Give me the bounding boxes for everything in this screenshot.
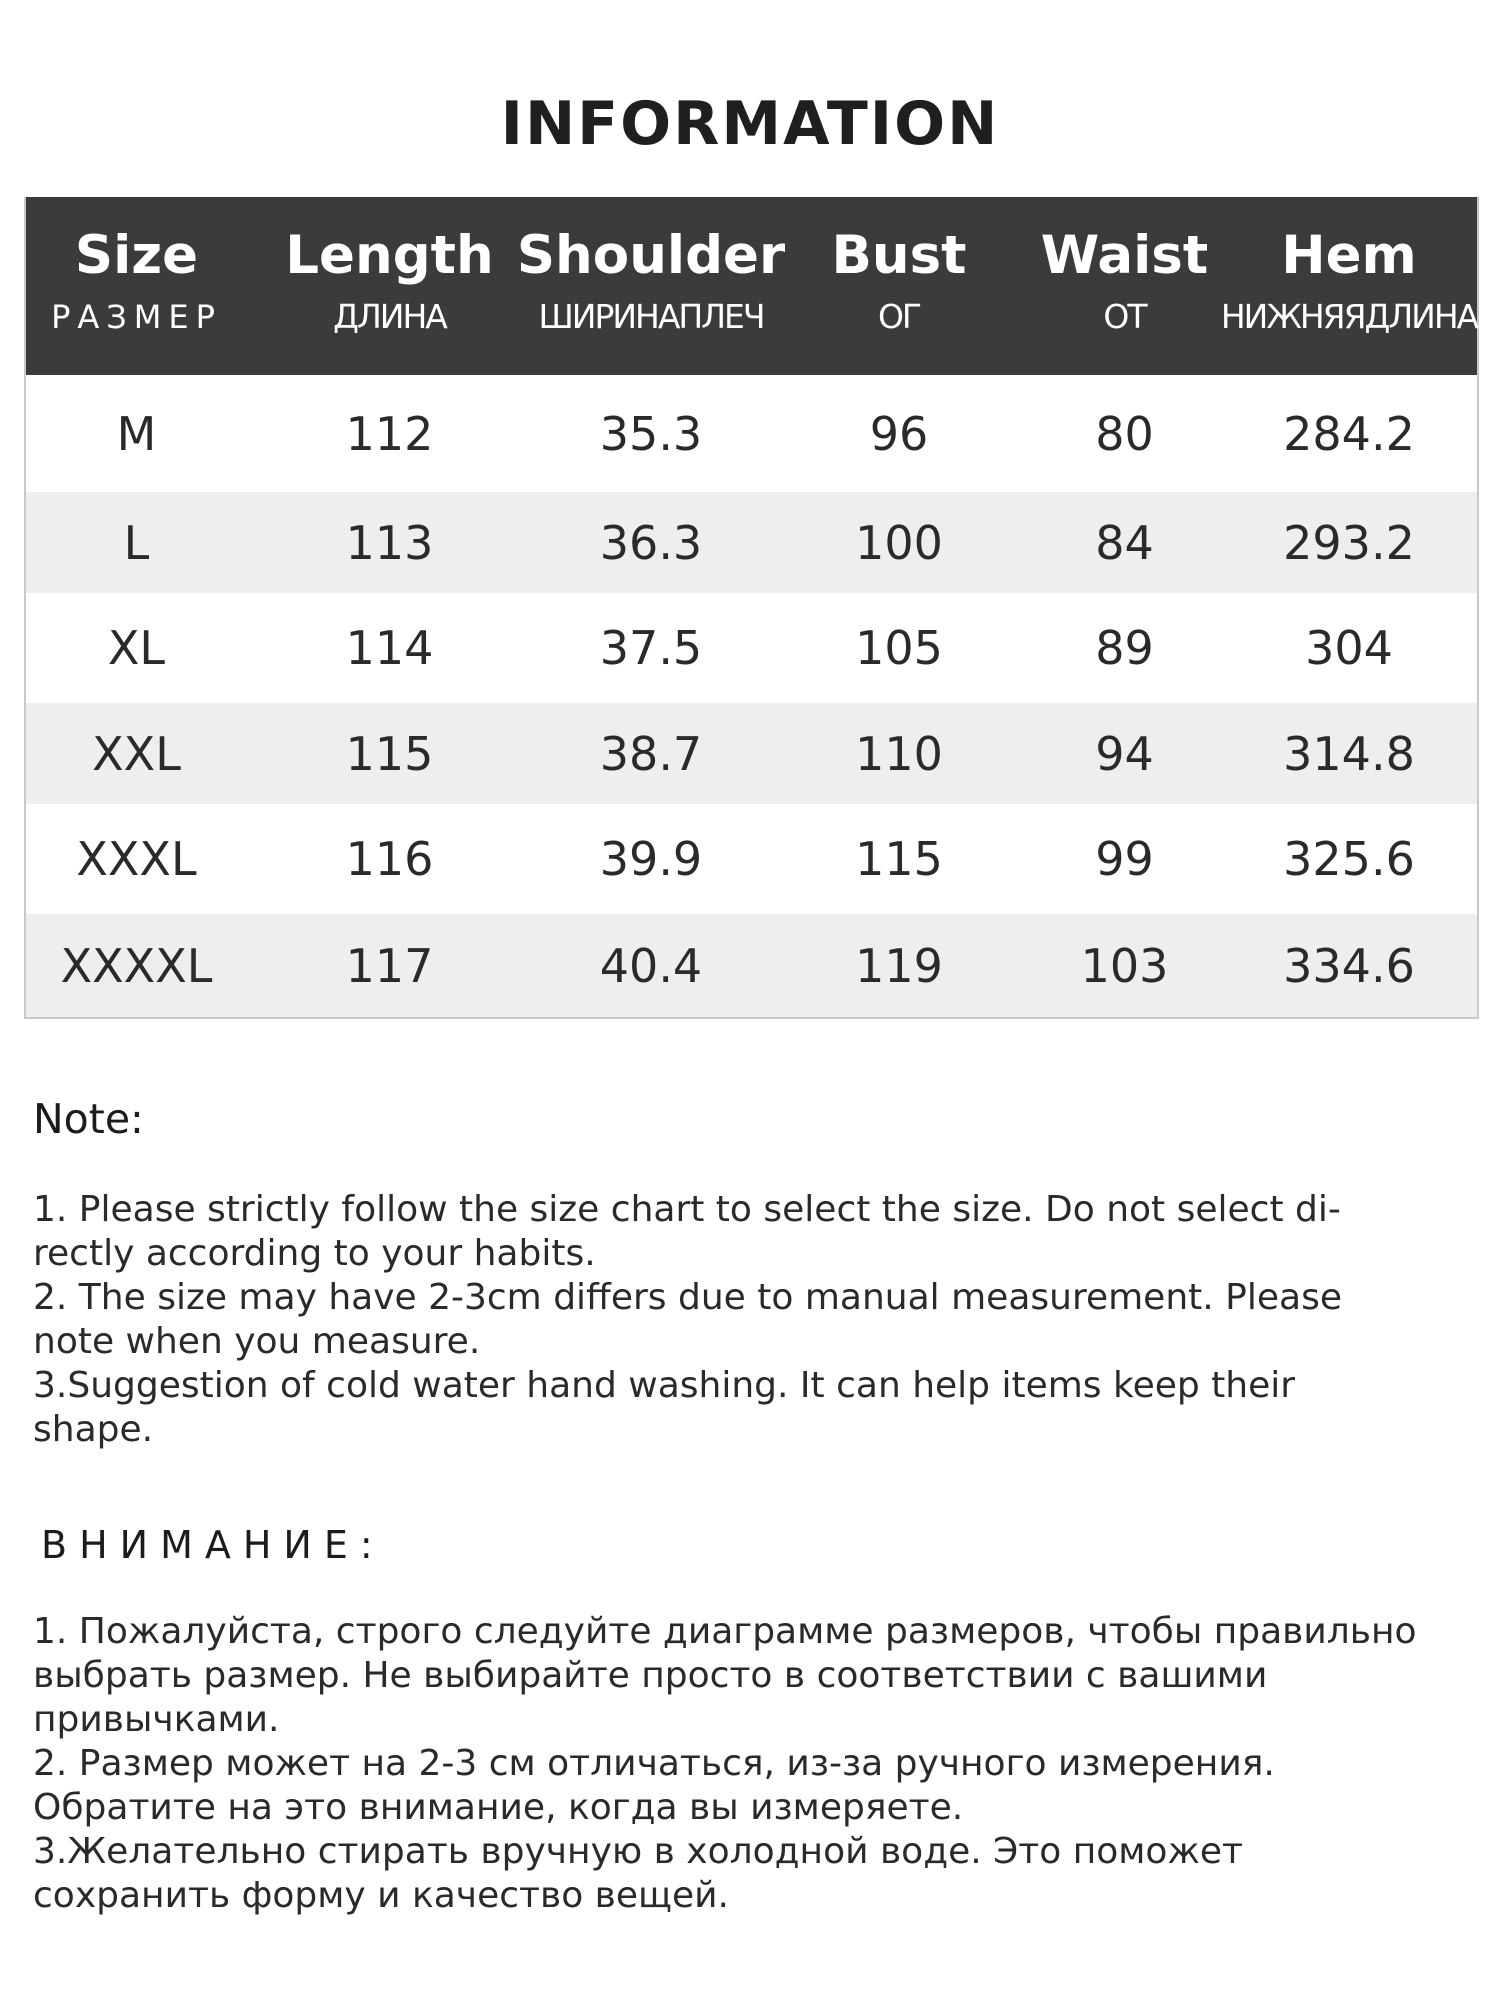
cell-size: XXL: [92, 726, 181, 781]
header-label-ru: НИЖНЯЯДЛИНА: [1220, 297, 1478, 336]
cell-waist: 80: [1095, 406, 1154, 461]
note-line: 2. The size may have 2-3cm differs due to manual measurement. Please: [33, 1277, 1342, 1318]
note-heading: Note:: [33, 1095, 144, 1143]
note-russian: [33, 1520, 1473, 1570]
cell-size: XL: [107, 621, 166, 675]
cell-waist: 103: [1080, 938, 1169, 993]
cell-size: M: [116, 406, 157, 461]
cell-length: 117: [345, 938, 434, 993]
header-label-en: Shoulder: [516, 225, 786, 286]
note-line: выбрать размер. Не выбирайте просто в соответствии с вашими: [33, 1655, 1268, 1696]
header-label-ru: ДЛИНА: [333, 297, 446, 336]
header-shoulder: [516, 197, 786, 375]
header-bust: [770, 197, 1028, 375]
note-line: сохранить форму и качество вещей.: [33, 1875, 729, 1916]
cell-waist: 89: [1095, 621, 1154, 675]
header-label-ru: ОТ: [1103, 297, 1146, 336]
cell-shoulder: 37.5: [599, 621, 703, 675]
header-label-en: Length: [285, 225, 494, 286]
cell-waist: 94: [1095, 726, 1154, 781]
cell-shoulder: 39.9: [599, 832, 703, 886]
cell-hem: 293.2: [1283, 515, 1415, 570]
note-line: 1. Please strictly follow the size chart to select the size. Do not select di-: [33, 1189, 1341, 1230]
cell-bust: 115: [855, 832, 943, 886]
header-hem: [1221, 197, 1477, 375]
cell-hem: 334.6: [1283, 938, 1415, 993]
cell-shoulder: 38.7: [599, 726, 703, 781]
header-size: [26, 197, 247, 375]
note-russian-body: [33, 1610, 1473, 1918]
cell-shoulder: 36.3: [599, 515, 703, 570]
cell-size: XXXXL: [60, 938, 213, 993]
size-chart-table: [24, 197, 1479, 1019]
note-line: 3.Suggestion of cold water hand washing. It can help items keep their: [33, 1365, 1296, 1406]
note-line: note when you measure.: [33, 1321, 481, 1362]
note-body: [33, 1610, 1473, 1918]
header-label-en: Bust: [831, 225, 967, 286]
cell-length: 114: [345, 621, 434, 675]
table-row-xxl: [26, 703, 1477, 804]
table-row-xxxl: [26, 804, 1477, 914]
page-title: INFORMATION: [500, 89, 1000, 159]
note-line: привычками.: [33, 1699, 280, 1740]
cell-bust: 105: [855, 621, 943, 675]
header-label-ru: РАЗМЕР: [51, 298, 222, 336]
cell-hem: 314.8: [1283, 726, 1415, 781]
cell-waist: 84: [1095, 515, 1154, 570]
header-label-en: Waist: [1040, 225, 1209, 286]
header-label-ru: ОГ: [877, 297, 921, 336]
note-line: Обратите на это внимание, когда вы измеряете.: [33, 1787, 964, 1828]
cell-hem: 284.2: [1283, 406, 1415, 461]
table-row-m: [26, 375, 1477, 492]
note-line: rectly according to your habits.: [33, 1233, 596, 1274]
note-english: [33, 1094, 1473, 1144]
cell-bust: 119: [855, 938, 943, 993]
cell-size: XXXL: [76, 832, 197, 886]
cell-size: L: [123, 515, 150, 570]
cell-length: 116: [345, 832, 434, 886]
table-row-xxxxl: [26, 914, 1477, 1017]
table-header: [26, 197, 1477, 375]
cell-bust: 110: [855, 726, 943, 781]
cell-length: 112: [345, 406, 434, 461]
note-body: [33, 1188, 1473, 1452]
header-waist: [1028, 197, 1221, 375]
cell-bust: 96: [869, 406, 929, 461]
note-line: 1. Пожалуйста, строго следуйте диаграмме размеров, чтобы правильно: [33, 1611, 1417, 1652]
header-label-ru: ШИРИНАПЛЕЧ: [538, 297, 764, 336]
cell-bust: 100: [855, 515, 943, 570]
note-line: 2. Размер может на 2-3 см отличаться, из-за ручного измерения.: [33, 1743, 1275, 1784]
cell-shoulder: 35.3: [599, 406, 703, 461]
header-label-en: Size: [74, 225, 199, 286]
note-line: shape.: [33, 1409, 154, 1450]
cell-shoulder: 40.4: [599, 938, 703, 993]
note-heading: ВНИМАНИЕ:: [41, 1523, 385, 1567]
cell-waist: 99: [1095, 832, 1154, 886]
table-row-xl: [26, 593, 1477, 703]
cell-length: 113: [345, 515, 434, 570]
cell-hem: 325.6: [1283, 832, 1415, 886]
note-english-body: [33, 1188, 1473, 1452]
cell-hem: 304: [1305, 621, 1393, 675]
header-length: [247, 197, 532, 375]
table-row-l: [26, 492, 1477, 593]
header-label-en: Hem: [1281, 225, 1417, 286]
cell-length: 115: [345, 726, 434, 781]
note-line: 3.Желательно стирать вручную в холодной воде. Это поможет: [33, 1831, 1243, 1872]
